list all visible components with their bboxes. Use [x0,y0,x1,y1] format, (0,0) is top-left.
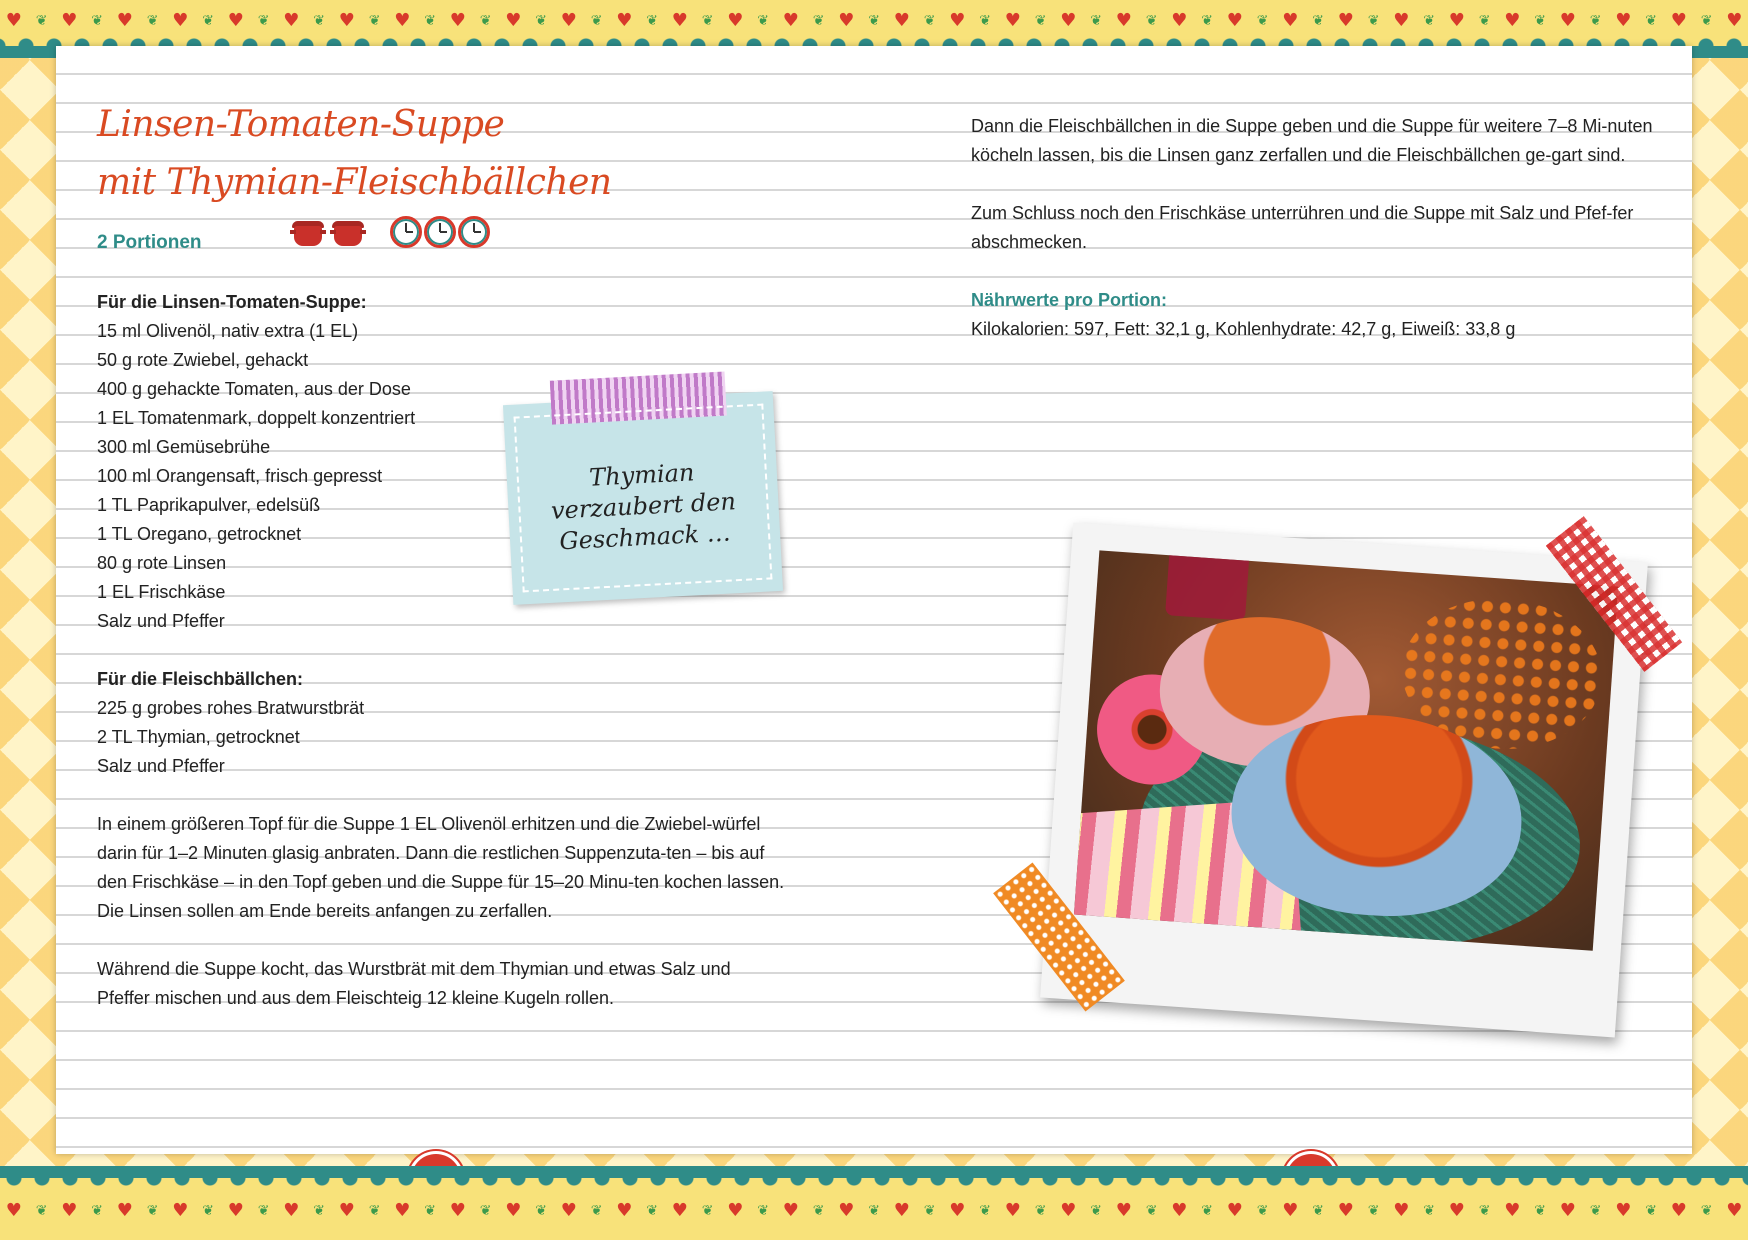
time-rating [390,216,490,248]
heart-ornament-icon: ♥ [227,1200,244,1221]
leaf-ornament-icon: ❦ [35,1203,48,1219]
leaf-ornament-icon: ❦ [979,1203,991,1219]
recipe-title-line2: mit Thymian-Fleischbällchen [97,162,612,203]
instructions-left [97,810,787,1042]
instruction-paragraph: Zum Schluss noch den Frischkäse unterrühren und die Suppe mit Salz und Pfef-fer abschmecken. [971,203,1634,252]
heart-ornament-icon: ♥ [838,1200,855,1221]
heart-ornament-icon: ♥ [782,1200,799,1221]
heart-ornament-icon: ♥ [560,10,577,31]
heart-ornament-icon: ♥ [1615,1200,1632,1221]
heart-ornament-icon: ♥ [671,1200,688,1221]
heart-ornament-icon: ♥ [1726,10,1743,31]
leaf-ornament-icon: ❦ [202,1203,214,1219]
recipe-page-spread [56,46,1692,1154]
leaf-ornament-icon: ❦ [91,1203,103,1219]
leaf-ornament-icon: ❦ [479,1203,492,1219]
ingredient-item: 225 g grobes rohes Bratwurstbrät [97,698,365,718]
leaf-ornament-icon: ❦ [368,1203,381,1219]
heart-ornament-icon: ♥ [1615,10,1632,31]
recipe-title [97,96,612,212]
leaf-ornament-icon: ❦ [1145,1203,1158,1219]
heart-ornament-icon: ♥ [949,1200,966,1221]
heart-ornament-icon: ♥ [505,10,522,31]
heart-ornament-icon: ♥ [560,1200,577,1221]
heart-ornament-icon: ♥ [1559,10,1576,31]
leaf-ornament-icon: ❦ [1367,1203,1380,1219]
heart-ornament-icon: ♥ [1393,1200,1410,1221]
instructions-right [971,112,1661,344]
heart-ornament-icon: ♥ [1504,1200,1521,1221]
heart-ornament-icon: ♥ [338,10,355,31]
heart-ornament-icon: ♥ [1171,10,1188,31]
ingredient-item: 1 TL Oregano, getrocknet [97,524,302,544]
leaf-ornament-icon: ❦ [590,13,603,29]
ingredient-item: Salz und Pfeffer [97,756,225,776]
heart-ornament-icon: ♥ [5,1200,22,1221]
cooking-pot-icon [330,218,366,246]
heart-ornament-icon: ♥ [893,1200,910,1221]
instruction-paragraph: Während die Suppe kocht, das Wurstbrät mit dem Thymian und etwas Salz und Pfeffer mischen und aus dem Fleischteig 12 kleine Kugeln rollen. [97,959,731,1008]
leaf-ornament-icon: ❦ [868,1203,880,1219]
heart-ornament-icon: ♥ [1337,10,1354,31]
leaf-ornament-icon: ❦ [535,1203,547,1219]
instruction-paragraph: In einem größeren Topf für die Suppe 1 EL Olivenöl erhitzen und die Zwiebel-würfel darin für 1–2 Minuten glasig anbraten. Dann die restlichen Suppenzuta-ten – bis auf den Frischkäse – in den Topf geben und die Suppe für 15–20 Minu-ten kochen lassen. Die Linsen sollen am Ende bereits anfangen zu zerfallen. [97,814,785,921]
heart-ornament-icon: ♥ [727,10,744,31]
heart-ornament-icon: ♥ [172,10,189,31]
ingredient-item: 50 g rote Zwiebel, gehackt [97,350,309,370]
ingredients-list [97,288,557,781]
heart-ornament-icon: ♥ [671,10,688,31]
leaf-ornament-icon: ❦ [1700,13,1713,29]
clock-icon [458,216,490,248]
leaf-ornament-icon: ❦ [646,1203,658,1219]
leaf-ornament-icon: ❦ [1201,1203,1213,1219]
leaf-ornament-icon: ❦ [146,13,159,29]
leaf-ornament-icon: ❦ [313,1203,325,1219]
leaf-ornament-icon: ❦ [535,13,547,29]
leaf-ornament-icon: ❦ [1312,1203,1324,1219]
leaf-ornament-icon: ❦ [701,13,714,29]
heart-ornament-icon: ♥ [893,10,910,31]
leaf-ornament-icon: ❦ [1423,1203,1435,1219]
nutrition-values: Kilokalorien: 597, Fett: 32,1 g, Kohlenhydrate: 42,7 g, Eiweiß: 33,8 g [971,319,1516,339]
ingredient-item: 100 ml Orangensaft, frisch gepresst [97,466,383,486]
leaf-ornament-icon: ❦ [1256,13,1269,29]
heart-ornament-icon: ♥ [782,10,799,31]
heart-ornament-icon: ♥ [61,10,78,31]
ingredient-item: 300 ml Gemüsebrühe [97,437,271,457]
heart-ornament-icon: ♥ [505,1200,522,1221]
leaf-ornament-icon: ❦ [91,13,103,29]
heart-ornament-icon: ♥ [1282,1200,1299,1221]
leaf-ornament-icon: ❦ [590,1203,603,1219]
leaf-ornament-icon: ❦ [257,1203,270,1219]
leaf-ornament-icon: ❦ [757,13,769,29]
heart-ornament-icon: ♥ [1226,10,1243,31]
leaf-ornament-icon: ❦ [812,13,825,29]
ingredient-item: 1 TL Paprikapulver, edelsüß [97,495,321,515]
note-line1: Thymian [588,458,696,492]
heart-ornament-icon: ♥ [616,1200,633,1221]
leaf-ornament-icon: ❦ [923,1203,936,1219]
heart-ornament-icon: ♥ [283,1200,300,1221]
heart-ornament-icon: ♥ [1115,10,1132,31]
note-line3: Geschmack … [558,518,732,556]
nutrition-heading: Nährwerte pro Portion: [971,290,1168,310]
meatball-ingredients-heading: Für die Fleischbällchen: [97,669,304,689]
ingredient-item: Salz und Pfeffer [97,611,225,631]
leaf-ornament-icon: ❦ [1478,1203,1491,1219]
leaf-ornament-icon: ❦ [1700,1203,1713,1219]
heart-ornament-icon: ♥ [283,10,300,31]
heart-ornament-icon: ♥ [1393,10,1410,31]
leaf-ornament-icon: ❦ [1256,1203,1269,1219]
heart-ornament-icon: ♥ [1559,1200,1576,1221]
leaf-ornament-icon: ❦ [979,13,991,29]
ingredient-item: 15 ml Olivenöl, nativ extra (1 EL) [97,321,359,341]
heart-ornament-icon: ♥ [449,1200,466,1221]
leaf-ornament-icon: ❦ [35,13,48,29]
ingredient-item: 1 EL Frischkäse [97,582,226,602]
clock-icon [390,216,422,248]
heart-ornament-icon: ♥ [394,10,411,31]
leaf-ornament-icon: ❦ [313,13,325,29]
leaf-ornament-icon: ❦ [923,13,936,29]
bottom-decorative-border [0,1166,1748,1240]
recipe-title-line1: Linsen-Tomaten-Suppe [97,104,505,145]
leaf-ornament-icon: ❦ [368,13,381,29]
leaf-ornament-icon: ❦ [1312,13,1324,29]
instruction-paragraph: Dann die Fleischbällchen in die Suppe geben und die Suppe für weitere 7–8 Mi-nuten köcheln lassen, bis die Linsen ganz zerfallen und die Fleischbällchen ge-gart sind. [971,116,1653,165]
note-line2: verzaubert den [550,487,737,525]
soup-photo [1074,550,1618,950]
thyme-sticky-note [503,391,783,605]
ingredient-item: 400 g gehackte Tomaten, aus der Dose [97,379,411,399]
heart-ornament-icon: ♥ [1448,10,1465,31]
leaf-ornament-icon: ❦ [1534,13,1546,29]
heart-ornament-icon: ♥ [116,1200,133,1221]
ingredient-item: 80 g rote Linsen [97,553,227,573]
leaf-ornament-icon: ❦ [1534,1203,1546,1219]
heart-ornament-icon: ♥ [227,10,244,31]
leaf-ornament-icon: ❦ [812,1203,825,1219]
heart-ornament-icon: ♥ [172,1200,189,1221]
heart-ornament-icon: ♥ [449,10,466,31]
portions-label: 2 Portionen [97,232,202,253]
clock-icon [424,216,456,248]
leaf-ornament-icon: ❦ [1034,1203,1047,1219]
heart-ornament-icon: ♥ [1448,1200,1465,1221]
soup-ingredients-heading: Für die Linsen-Tomaten-Suppe: [97,292,367,312]
heart-ornament-icon: ♥ [1004,10,1021,31]
leaf-ornament-icon: ❦ [1201,13,1213,29]
leaf-ornament-icon: ❦ [1589,1203,1602,1219]
heart-ornament-icon: ♥ [61,1200,78,1221]
leaf-ornament-icon: ❦ [479,13,492,29]
leaf-ornament-icon: ❦ [1090,13,1102,29]
leaf-ornament-icon: ❦ [424,1203,436,1219]
heart-ornament-icon: ♥ [394,1200,411,1221]
leaf-ornament-icon: ❦ [1645,13,1657,29]
heart-ornament-icon: ♥ [1171,1200,1188,1221]
difficulty-rating [290,218,366,246]
heart-ornament-icon: ♥ [1060,10,1077,31]
heart-ornament-icon: ♥ [1282,10,1299,31]
leaf-ornament-icon: ❦ [202,13,214,29]
heart-ornament-icon: ♥ [1337,1200,1354,1221]
heart-ornament-icon: ♥ [1004,1200,1021,1221]
heart-ornament-icon: ♥ [1226,1200,1243,1221]
leaf-ornament-icon: ❦ [146,1203,159,1219]
heart-ornament-icon: ♥ [616,10,633,31]
heart-ornament-icon: ♥ [949,10,966,31]
leaf-ornament-icon: ❦ [1090,1203,1102,1219]
soup-photo-polaroid [1040,522,1648,1037]
heart-ornament-icon: ♥ [5,10,22,31]
leaf-ornament-icon: ❦ [1367,13,1380,29]
leaf-ornament-icon: ❦ [257,13,270,29]
heart-ornament-icon: ♥ [727,1200,744,1221]
leaf-ornament-icon: ❦ [1145,13,1158,29]
heart-ornament-icon: ♥ [1670,1200,1687,1221]
leaf-ornament-icon: ❦ [1034,13,1047,29]
heart-ornament-icon: ♥ [1060,1200,1077,1221]
heart-ornament-icon: ♥ [1504,10,1521,31]
leaf-ornament-icon: ❦ [701,1203,714,1219]
leaf-ornament-icon: ❦ [424,13,436,29]
leaf-ornament-icon: ❦ [1589,13,1602,29]
leaf-ornament-icon: ❦ [1423,13,1435,29]
heart-ornament-icon: ♥ [116,10,133,31]
heart-ornament-icon: ♥ [1726,1200,1743,1221]
ingredient-item: 2 TL Thymian, getrocknet [97,727,300,747]
leaf-ornament-icon: ❦ [1478,13,1491,29]
leaf-ornament-icon: ❦ [868,13,880,29]
leaf-ornament-icon: ❦ [1645,1203,1657,1219]
heart-ornament-icon: ♥ [838,10,855,31]
heart-ornament-icon: ♥ [1115,1200,1132,1221]
heart-ornament-icon: ♥ [338,1200,355,1221]
heart-ornament-icon: ♥ [1670,10,1687,31]
leaf-ornament-icon: ❦ [646,13,658,29]
ingredient-item: 1 EL Tomatenmark, doppelt konzentriert [97,408,416,428]
leaf-ornament-icon: ❦ [757,1203,769,1219]
cooking-pot-icon [290,218,326,246]
